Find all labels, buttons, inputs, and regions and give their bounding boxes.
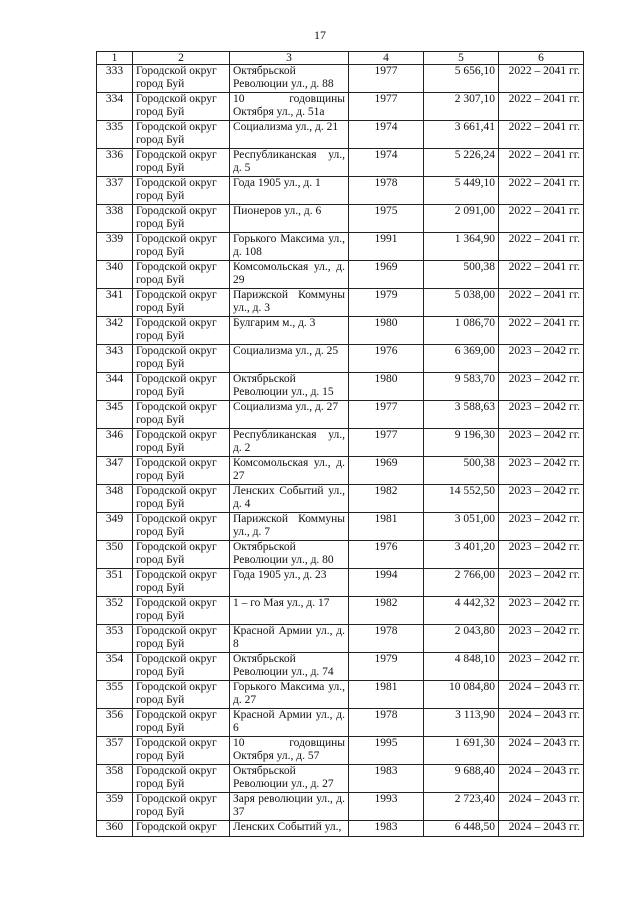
row-number: 348 [97, 485, 133, 513]
column-header: 4 [349, 52, 424, 65]
year-cell: 1982 [349, 597, 424, 625]
row-number: 334 [97, 93, 133, 121]
period-cell: 2022 – 2041 гг. [499, 205, 584, 233]
address-cell: Ленских Событий ул., д. 4 [230, 485, 349, 513]
address-cell: Октябрьской Революции ул., д. 27 [230, 765, 349, 793]
area-cell: 5 449,10 [424, 177, 499, 205]
period-cell: 2024 – 2043 гг. [499, 821, 584, 837]
table-row [97, 737, 584, 765]
year-cell: 1976 [349, 541, 424, 569]
year-cell: 1993 [349, 793, 424, 821]
year-cell: 1979 [349, 289, 424, 317]
year-cell: 1983 [349, 765, 424, 793]
address-cell: Парижской Коммуны ул., д. 7 [230, 513, 349, 541]
row-number: 359 [97, 793, 133, 821]
period-cell: 2023 – 2042 гг. [499, 457, 584, 485]
area-cell: 1 364,90 [424, 233, 499, 261]
address-cell: Октябрьской Революции ул., д. 80 [230, 541, 349, 569]
row-number: 354 [97, 653, 133, 681]
table-row [97, 541, 584, 569]
period-cell: 2023 – 2042 гг. [499, 345, 584, 373]
municipality-cell: Городской округ город Буй [133, 429, 230, 457]
row-number: 335 [97, 121, 133, 149]
address-cell: Булгарим м., д. 3 [230, 317, 349, 345]
row-number: 340 [97, 261, 133, 289]
area-cell: 10 084,80 [424, 681, 499, 709]
municipality-cell: Городской округ город Буй [133, 261, 230, 289]
page-number: 17 [314, 28, 326, 42]
area-cell: 5 226,24 [424, 149, 499, 177]
row-number: 333 [97, 65, 133, 93]
year-cell: 1980 [349, 373, 424, 401]
address-cell: Пионеров ул., д. 6 [230, 205, 349, 233]
period-cell: 2023 – 2042 гг. [499, 485, 584, 513]
column-header: 3 [230, 52, 349, 65]
period-cell: 2022 – 2041 гг. [499, 93, 584, 121]
row-number: 345 [97, 401, 133, 429]
year-cell: 1978 [349, 177, 424, 205]
row-number: 339 [97, 233, 133, 261]
area-cell: 4 442,32 [424, 597, 499, 625]
row-number: 346 [97, 429, 133, 457]
table-row [97, 93, 584, 121]
municipality-cell: Городской округ город Буй [133, 597, 230, 625]
municipality-cell: Городской округ город Буй [133, 345, 230, 373]
table-row [97, 149, 584, 177]
area-cell: 2 766,00 [424, 569, 499, 597]
municipality-cell: Городской округ город Буй [133, 513, 230, 541]
municipality-cell: Городской округ город Буй [133, 793, 230, 821]
year-cell: 1978 [349, 709, 424, 737]
table-row [97, 289, 584, 317]
address-cell: Года 1905 ул., д. 1 [230, 177, 349, 205]
area-cell: 3 113,90 [424, 709, 499, 737]
municipality-cell: Городской округ город Буй [133, 233, 230, 261]
row-number: 347 [97, 457, 133, 485]
municipality-cell: Городской округ город Буй [133, 485, 230, 513]
municipality-cell: Городской округ город Буй [133, 373, 230, 401]
row-number: 349 [97, 513, 133, 541]
municipality-cell: Городской округ город Буй [133, 709, 230, 737]
period-cell: 2022 – 2041 гг. [499, 149, 584, 177]
table-row [97, 345, 584, 373]
row-number: 356 [97, 709, 133, 737]
period-cell: 2022 – 2041 гг. [499, 317, 584, 345]
column-header: 1 [97, 52, 133, 65]
row-number: 341 [97, 289, 133, 317]
address-cell: Красной Армии ул., д. 6 [230, 709, 349, 737]
address-cell: Октябрьской Революции ул., д. 15 [230, 373, 349, 401]
municipality-cell: Городской округ город Буй [133, 121, 230, 149]
municipality-cell: Городской округ город Буй [133, 289, 230, 317]
year-cell: 1995 [349, 737, 424, 765]
period-cell: 2024 – 2043 гг. [499, 737, 584, 765]
address-cell: Красной Армии ул., д. 8 [230, 625, 349, 653]
area-cell: 500,38 [424, 261, 499, 289]
municipality-cell: Городской округ город Буй [133, 569, 230, 597]
row-number: 351 [97, 569, 133, 597]
address-cell: Комсомольская ул., д. 27 [230, 457, 349, 485]
period-cell: 2023 – 2042 гг. [499, 597, 584, 625]
table-row [97, 121, 584, 149]
address-cell: Года 1905 ул., д. 23 [230, 569, 349, 597]
area-cell: 9 688,40 [424, 765, 499, 793]
municipality-cell: Городской округ город Буй [133, 65, 230, 93]
year-cell: 1977 [349, 65, 424, 93]
year-cell: 1977 [349, 429, 424, 457]
period-cell: 2022 – 2041 гг. [499, 121, 584, 149]
area-cell: 14 552,50 [424, 485, 499, 513]
period-cell: 2023 – 2042 гг. [499, 541, 584, 569]
period-cell: 2023 – 2042 гг. [499, 625, 584, 653]
row-number: 350 [97, 541, 133, 569]
table-row [97, 653, 584, 681]
address-cell: Парижской Коммуны ул., д. 3 [230, 289, 349, 317]
area-cell: 6 448,50 [424, 821, 499, 837]
row-number: 355 [97, 681, 133, 709]
column-header: 6 [499, 52, 584, 65]
municipality-cell: Городской округ город Буй [133, 625, 230, 653]
table-row [97, 317, 584, 345]
table-row [97, 485, 584, 513]
year-cell: 1994 [349, 569, 424, 597]
area-cell: 1 691,30 [424, 737, 499, 765]
area-cell: 2 723,40 [424, 793, 499, 821]
table-row [97, 457, 584, 485]
period-cell: 2024 – 2043 гг. [499, 765, 584, 793]
period-cell: 2023 – 2042 гг. [499, 429, 584, 457]
table-row [97, 65, 584, 93]
municipality-cell: Городской округ город Буй [133, 205, 230, 233]
address-cell: Социализма ул., д. 21 [230, 121, 349, 149]
address-cell: Республиканская ул., д. 2 [230, 429, 349, 457]
area-cell: 500,38 [424, 457, 499, 485]
row-number: 358 [97, 765, 133, 793]
year-cell: 1976 [349, 345, 424, 373]
area-cell: 2 043,80 [424, 625, 499, 653]
table-row [97, 429, 584, 457]
table-row [97, 513, 584, 541]
column-header: 5 [424, 52, 499, 65]
table-row [97, 765, 584, 793]
column-header: 2 [133, 52, 230, 65]
area-cell: 9 196,30 [424, 429, 499, 457]
year-cell: 1974 [349, 121, 424, 149]
table-row [97, 261, 584, 289]
period-cell: 2024 – 2043 гг. [499, 793, 584, 821]
address-cell: Социализма ул., д. 25 [230, 345, 349, 373]
period-cell: 2023 – 2042 гг. [499, 513, 584, 541]
row-number: 360 [97, 821, 133, 837]
year-cell: 1981 [349, 513, 424, 541]
area-cell: 4 848,10 [424, 653, 499, 681]
table-row [97, 681, 584, 709]
municipality-cell: Городской округ город Буй [133, 177, 230, 205]
table-row [97, 709, 584, 737]
area-cell: 5 038,00 [424, 289, 499, 317]
table-row [97, 625, 584, 653]
area-cell: 3 051,00 [424, 513, 499, 541]
municipality-cell: Городской округ город Буй [133, 653, 230, 681]
period-cell: 2022 – 2041 гг. [499, 233, 584, 261]
year-cell: 1977 [349, 401, 424, 429]
address-cell: Заря революции ул., д. 37 [230, 793, 349, 821]
area-cell: 5 656,10 [424, 65, 499, 93]
row-number: 338 [97, 205, 133, 233]
row-number: 353 [97, 625, 133, 653]
row-number: 337 [97, 177, 133, 205]
row-number: 336 [97, 149, 133, 177]
area-cell: 1 086,70 [424, 317, 499, 345]
municipality-cell: Городской округ [133, 821, 230, 837]
table-row [97, 597, 584, 625]
area-cell: 2 091,00 [424, 205, 499, 233]
municipality-cell: Городской округ город Буй [133, 765, 230, 793]
area-cell: 6 369,00 [424, 345, 499, 373]
period-cell: 2023 – 2042 гг. [499, 373, 584, 401]
year-cell: 1977 [349, 93, 424, 121]
period-cell: 2023 – 2042 гг. [499, 401, 584, 429]
address-cell: 10 годовщины Октября ул., д. 51а [230, 93, 349, 121]
year-cell: 1991 [349, 233, 424, 261]
year-cell: 1983 [349, 821, 424, 837]
area-cell: 9 583,70 [424, 373, 499, 401]
municipality-cell: Городской округ город Буй [133, 681, 230, 709]
table-row [97, 793, 584, 821]
year-cell: 1981 [349, 681, 424, 709]
municipality-cell: Городской округ город Буй [133, 93, 230, 121]
address-cell: Социализма ул., д. 27 [230, 401, 349, 429]
address-cell: Горького Максима ул., д. 27 [230, 681, 349, 709]
address-cell: Октябрьской Революции ул., д. 74 [230, 653, 349, 681]
municipality-cell: Городской округ город Буй [133, 457, 230, 485]
area-cell: 3 401,20 [424, 541, 499, 569]
address-cell: Комсомольская ул., д. 29 [230, 261, 349, 289]
year-cell: 1974 [349, 149, 424, 177]
period-cell: 2022 – 2041 гг. [499, 289, 584, 317]
period-cell: 2022 – 2041 гг. [499, 65, 584, 93]
area-cell: 3 661,41 [424, 121, 499, 149]
period-cell: 2022 – 2041 гг. [499, 261, 584, 289]
year-cell: 1980 [349, 317, 424, 345]
area-cell: 3 588,63 [424, 401, 499, 429]
year-cell: 1969 [349, 261, 424, 289]
row-number: 357 [97, 737, 133, 765]
row-number: 343 [97, 345, 133, 373]
year-cell: 1982 [349, 485, 424, 513]
table-row [97, 233, 584, 261]
address-cell: Октябрьской Революции ул., д. 88 [230, 65, 349, 93]
year-cell: 1969 [349, 457, 424, 485]
year-cell: 1975 [349, 205, 424, 233]
address-cell: 10 годовщины Октября ул., д. 57 [230, 737, 349, 765]
row-number: 344 [97, 373, 133, 401]
address-cell: Горького Максима ул., д. 108 [230, 233, 349, 261]
municipality-cell: Городской округ город Буй [133, 737, 230, 765]
column-number-row [97, 52, 584, 65]
municipality-cell: Городской округ город Буй [133, 317, 230, 345]
row-number: 342 [97, 317, 133, 345]
period-cell: 2024 – 2043 гг. [499, 709, 584, 737]
row-number: 352 [97, 597, 133, 625]
table-row [97, 177, 584, 205]
year-cell: 1978 [349, 625, 424, 653]
area-cell: 2 307,10 [424, 93, 499, 121]
table-row [97, 401, 584, 429]
table-row [97, 821, 584, 837]
municipality-cell: Городской округ город Буй [133, 541, 230, 569]
table-row [97, 373, 584, 401]
table-row [97, 569, 584, 597]
municipality-cell: Городской округ город Буй [133, 149, 230, 177]
housing-register-table [96, 51, 584, 837]
address-cell: Ленских Событий ул., [230, 821, 349, 837]
period-cell: 2023 – 2042 гг. [499, 569, 584, 597]
period-cell: 2023 – 2042 гг. [499, 653, 584, 681]
municipality-cell: Городской округ город Буй [133, 401, 230, 429]
address-cell: Республиканская ул., д. 5 [230, 149, 349, 177]
year-cell: 1979 [349, 653, 424, 681]
address-cell: 1 – го Мая ул., д. 17 [230, 597, 349, 625]
period-cell: 2022 – 2041 гг. [499, 177, 584, 205]
table-row [97, 205, 584, 233]
period-cell: 2024 – 2043 гг. [499, 681, 584, 709]
